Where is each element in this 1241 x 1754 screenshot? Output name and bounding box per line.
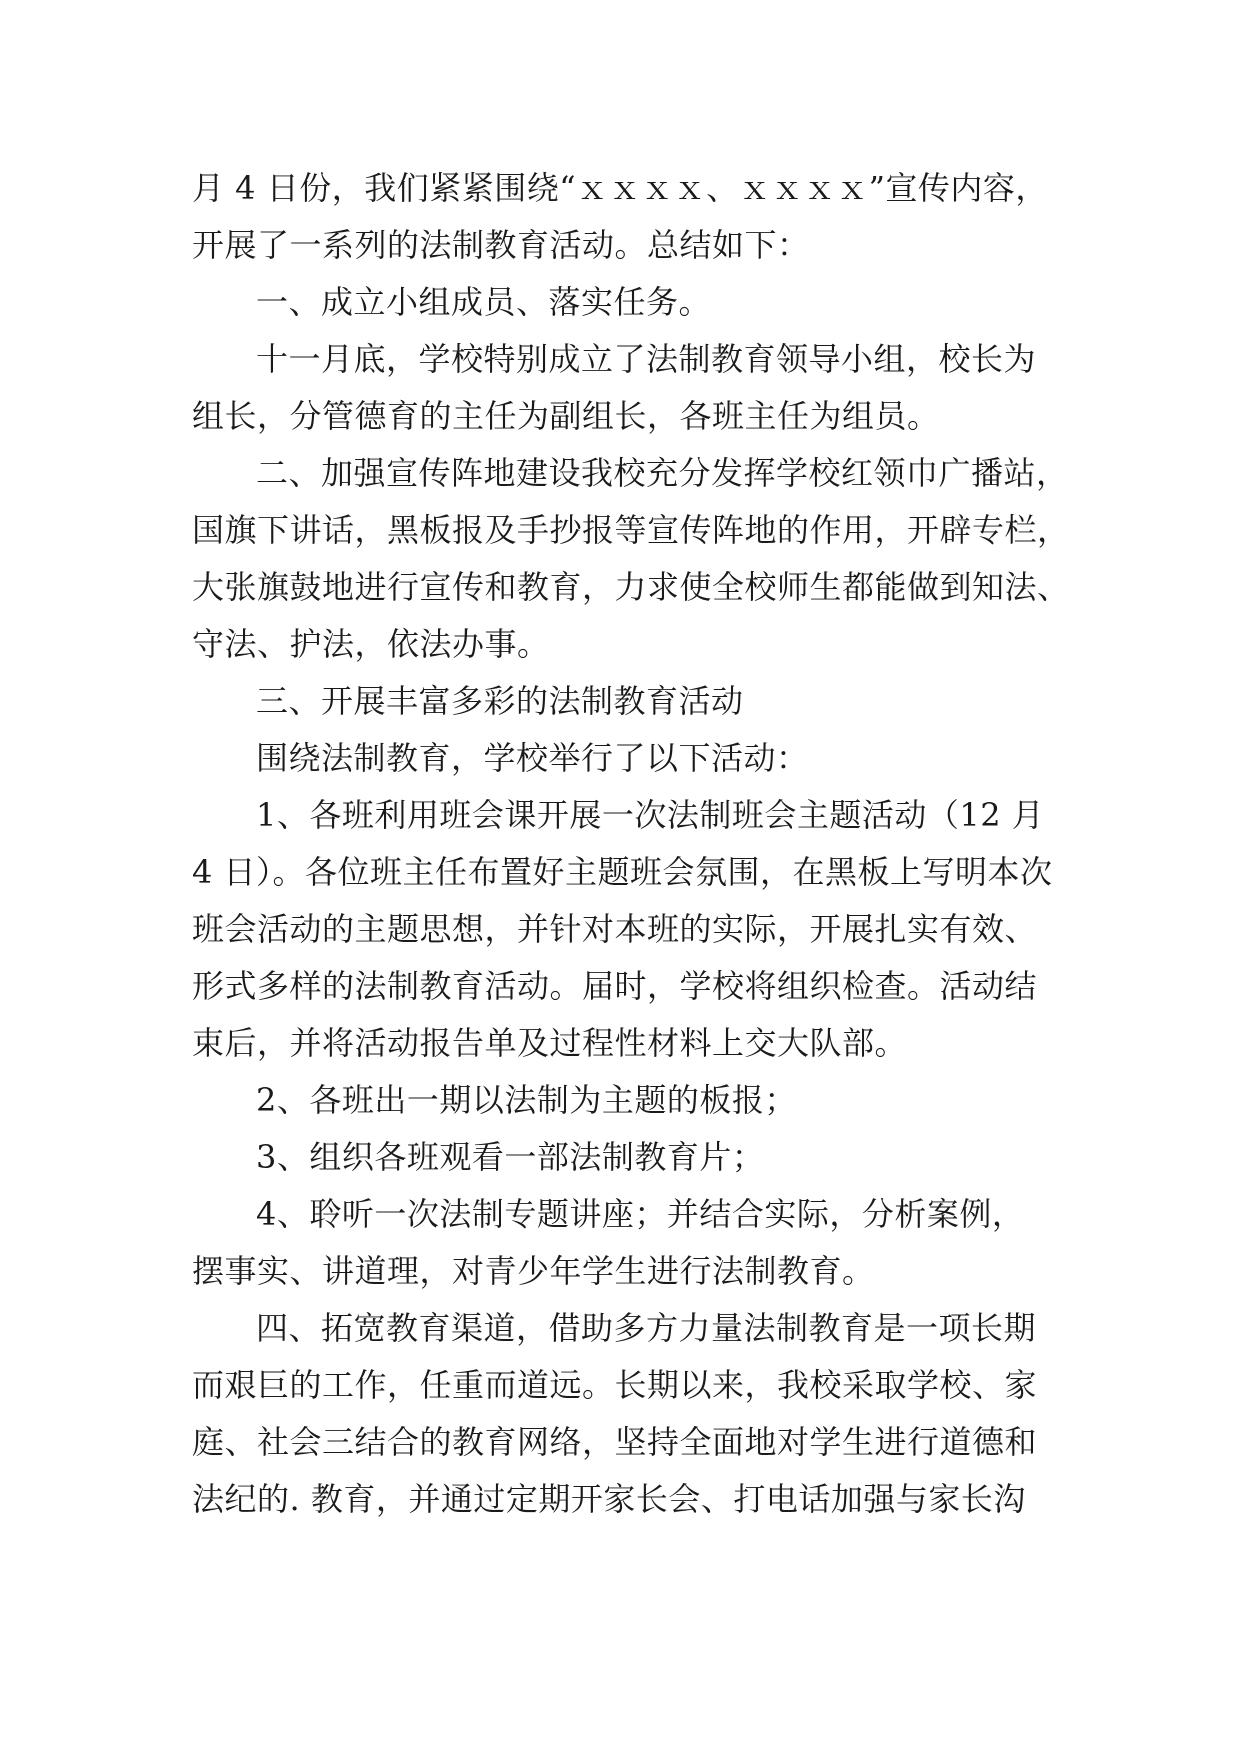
text-line: 法纪的. 教育，并通过定期开家长会、打电话加强与家长沟 [192,1480,1026,1518]
text-line: 组长，分管德育的主任为副组长，各班主任为组员。 [192,397,940,435]
text-line: 形式多样的法制教育活动。届时，学校将组织检查。活动结 [192,967,1038,1005]
text-line: 班会活动的主题思想，并针对本班的实际，开展扎实有效、 [192,910,1038,948]
text-line: 庭、社会三结合的教育网络，坚持全面地对学生进行道德和 [192,1423,1038,1461]
section-heading: 四、拓宽教育渠道，借助多方力量法制教育是一项长期 [256,1309,1037,1347]
section-heading: 一、成立小组成员、落实任务。 [256,283,712,321]
section-heading: 二、加强宣传阵地建设我校充分发挥学校红领巾广播站， [256,454,1069,492]
text-line: 国旗下讲话，黑板报及手抄报等宣传阵地的作用，开辟专栏， [192,511,1070,549]
list-item: 3、组织各班观看一部法制教育片； [256,1138,765,1176]
list-item: 1、各班利用班会课开展一次法制班会主题活动（12 月 [256,796,1045,834]
text-line: 月 4 日份，我们紧紧围绕“ｘｘｘｘ、ｘｘｘｘ”宣传内容， [192,169,1048,207]
text-line: 开展了一系列的法制教育活动。总结如下： [192,226,810,264]
text-line: 围绕法制教育，学校举行了以下活动： [256,739,809,777]
text-line: 而艰巨的工作，任重而道远。长期以来，我校采取学校、家 [192,1366,1038,1404]
list-item: 4、聆听一次法制专题讲座；并结合实际，分析案例， [256,1195,1025,1233]
list-item: 2、各班出一期以法制为主题的板报； [256,1081,797,1119]
text-line: 守法、护法，依法办事。 [192,625,550,663]
text-line: 4 日）。各位班主任布置好主题班会氛围，在黑板上写明本次 [192,853,1053,891]
text-line: 摆事实、讲道理，对青少年学生进行法制教育。 [192,1252,875,1290]
text-line: 大张旗鼓地进行宣传和教育，力求使全校师生都能做到知法、 [192,568,1070,606]
text-line: 十一月底，学校特别成立了法制教育领导小组，校长为 [256,340,1037,378]
text-line: 束后，并将活动报告单及过程性材料上交大队部。 [192,1024,908,1062]
section-heading: 三、开展丰富多彩的法制教育活动 [256,682,744,720]
